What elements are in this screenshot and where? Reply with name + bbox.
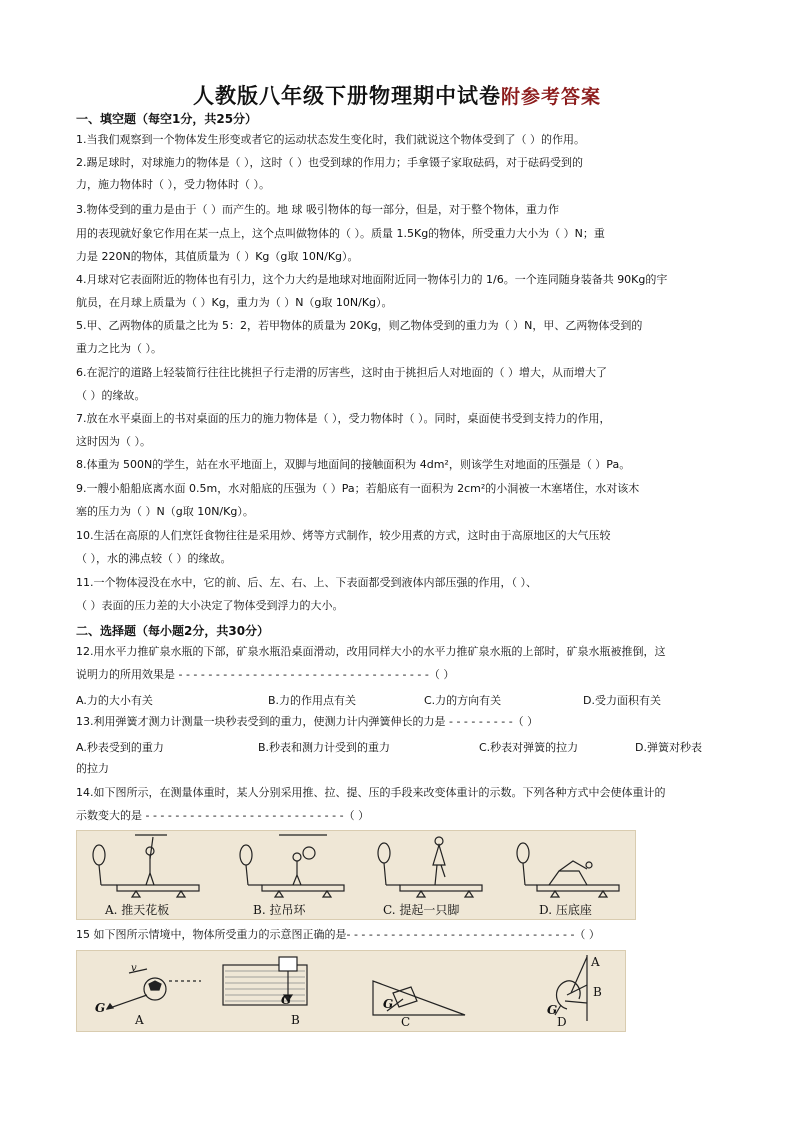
q15-label-g-d: G bbox=[547, 1003, 558, 1017]
question-line: 的拉力 bbox=[76, 762, 109, 775]
question-line: （ ），水的沸点较（ ）的缘故。 bbox=[76, 552, 232, 565]
question-line: 2.踢足球时，对球施力的物体是（ ），这时（ ）也受到球的作用力；手拿镊子家取砝码，对于砝码受到的 bbox=[76, 156, 583, 169]
page-title bbox=[0, 80, 794, 110]
q13-option-a: A.秒表受到的重力 bbox=[76, 741, 164, 754]
question-line: 7.放在水平桌面上的书对桌面的压力的施力物体是（ ），受力物体时（ ）。同时，桌面使书受到支持力的作用， bbox=[76, 412, 611, 425]
question-line: 10.生活在高原的人们烹饪食物往往是采用炒、烤等方式制作，较少用煮的方式，这时由于高原地区的大气压较 bbox=[76, 529, 611, 542]
question-line: 6.在泥泞的道路上轻装简行往往比挑担子行走滑的厉害些，这时由于挑担后人对地面的（ ）增大，从而增大了 bbox=[76, 366, 607, 379]
gravity-diagrams bbox=[77, 951, 625, 1031]
question-line: 这时因为（ ）。 bbox=[76, 435, 151, 448]
figure-q14-scales bbox=[76, 830, 636, 920]
question-line: 重力之比为（ ）。 bbox=[76, 342, 162, 355]
q15-label-g-b: G bbox=[281, 993, 292, 1007]
question-line: （ ）表面的压力差的大小决定了物体受到浮力的大小。 bbox=[76, 599, 344, 612]
q15-label-v: v bbox=[131, 963, 137, 974]
q13-option-d: D.弹簧对秒表 bbox=[635, 741, 702, 754]
q12-option-b: B.力的作用点有关 bbox=[268, 694, 357, 707]
q15-label-b-wall: B bbox=[593, 985, 602, 999]
q14-caption-b: B. 拉吊环 bbox=[253, 903, 306, 917]
section-fill-in: 一、填空题（每空1分，共25分） bbox=[76, 112, 258, 126]
question-line: 12.用水平力推矿泉水瓶的下部，矿泉水瓶沿桌面滑动，改用同样大小的水平力推矿泉水瓶的上部时，矿泉水瓶被推倒，这 bbox=[76, 645, 666, 658]
q15-caption-b: B bbox=[291, 1013, 300, 1027]
q12-option-c: C.力的方向有关 bbox=[424, 694, 502, 707]
q14-caption-c: C. 提起一只脚 bbox=[383, 903, 460, 917]
question-line: 14.如下图所示，在测量体重时，某人分别采用推、拉、提、压的手段来改变体重计的示数。下列各种方式中会使体重计的 bbox=[76, 786, 666, 799]
question-line: （ ）的缘故。 bbox=[76, 389, 146, 402]
question-line: 4.月球对它表面附近的物体也有引力，这个力大约是地球对地面附近同一物体引力的 1/6。一个连同随身装备共 90Kg的宇 bbox=[76, 273, 668, 286]
q15-caption-d: D bbox=[557, 1015, 567, 1029]
section-choice: 二、选择题（每小题2分，共30分） bbox=[76, 624, 270, 638]
title-main: 人教版八年级下册物理期中试卷 bbox=[192, 83, 501, 108]
question-line: 示数变大的是 - - - - - - - - - - - - - - - - - - - - - - - - - - -（ ） bbox=[76, 809, 370, 822]
q15-label-g-c: G bbox=[383, 997, 394, 1011]
question-line: 航员，在月球上质量为（ ）Kg，重力为（ ）N（g取 10N/Kg）。 bbox=[76, 296, 393, 309]
q14-caption-a: A. 推天花板 bbox=[105, 903, 170, 917]
q14-caption-d: D. 压底座 bbox=[539, 903, 592, 917]
q12-option-d: D.受力面积有关 bbox=[583, 694, 661, 707]
question-line: 力，施力物体时（ ），受力物体时（ ）。 bbox=[76, 178, 270, 191]
question-line: 13.利用弹簧才测力计测量一块秒表受到的重力，使测力计内弹簧伸长的力是 - - - - - - - - -（ ） bbox=[76, 715, 539, 728]
question-line: 说明力的所用效果是 - - - - - - - - - - - - - - - - - - - - - - - - - - - - - - - - - -（ ） bbox=[76, 668, 455, 681]
question-line: 3.物体受到的重力是由于（ ）而产生的。地 球 吸引物体的每一部分，但是，对于整个物体，重力作 bbox=[76, 203, 559, 216]
question-line: 11.一个物体浸没在水中，它的前、后、左、右、上、下表面都受到液体内部压强的作用，（ ）、 bbox=[76, 576, 537, 589]
q13-option-c: C.秒表对弹簧的拉力 bbox=[479, 741, 579, 754]
question-line: 9.一艘小船船底离水面 0.5m，水对船底的压强为（ ）Pa；若船底有一面积为 2cm²的小洞被一木塞堵住，水对该木 bbox=[76, 482, 640, 495]
question-line: 1.当我们观察到一个物体发生形变或者它的运动状态发生变化时，我们就说这个物体受到了（ ）的作用。 bbox=[76, 133, 585, 146]
q15-caption-c: C bbox=[401, 1015, 411, 1029]
question-line: 力是 220N的物体，其值质量为（ ）Kg（g取 10N/Kg）。 bbox=[76, 250, 359, 263]
q12-option-a: A.力的大小有关 bbox=[76, 694, 153, 707]
q15-caption-a: A bbox=[135, 1013, 144, 1027]
question-line: 5.甲、乙两物体的质量之比为 5：2，若甲物体的质量为 20Kg，则乙物体受到的重力为（ ）N，甲、乙两物体受到的 bbox=[76, 319, 643, 332]
figure-q15-gravity bbox=[76, 950, 626, 1032]
question-line: 塞的压力为（ ）N（g取 10N/Kg）。 bbox=[76, 505, 254, 518]
title-subtitle: 附参考答案 bbox=[500, 86, 601, 108]
question-line: 用的表现就好象它作用在某一点上，这个点叫做物体的（ ）。质量 1.5Kg的物体，所受重力大小为（ ）N；重 bbox=[76, 227, 605, 240]
q13-option-b: B.秒表和测力计受到的重力 bbox=[258, 741, 391, 754]
question-line: 8.体重为 500N的学生，站在水平地面上，双脚与地面间的接触面积为 4dm²，则该学生对地面的压强是（ ）Pa。 bbox=[76, 458, 631, 471]
q15-label-a-wall: A bbox=[591, 955, 600, 969]
q15-label-g-a: G bbox=[95, 1001, 106, 1015]
question-line: 15 如下图所示情境中，物体所受重力的示意图正确的是- - - - - - - - - - - - - - - - - - - - - - - - - - - - - - -（ ） bbox=[76, 928, 600, 941]
